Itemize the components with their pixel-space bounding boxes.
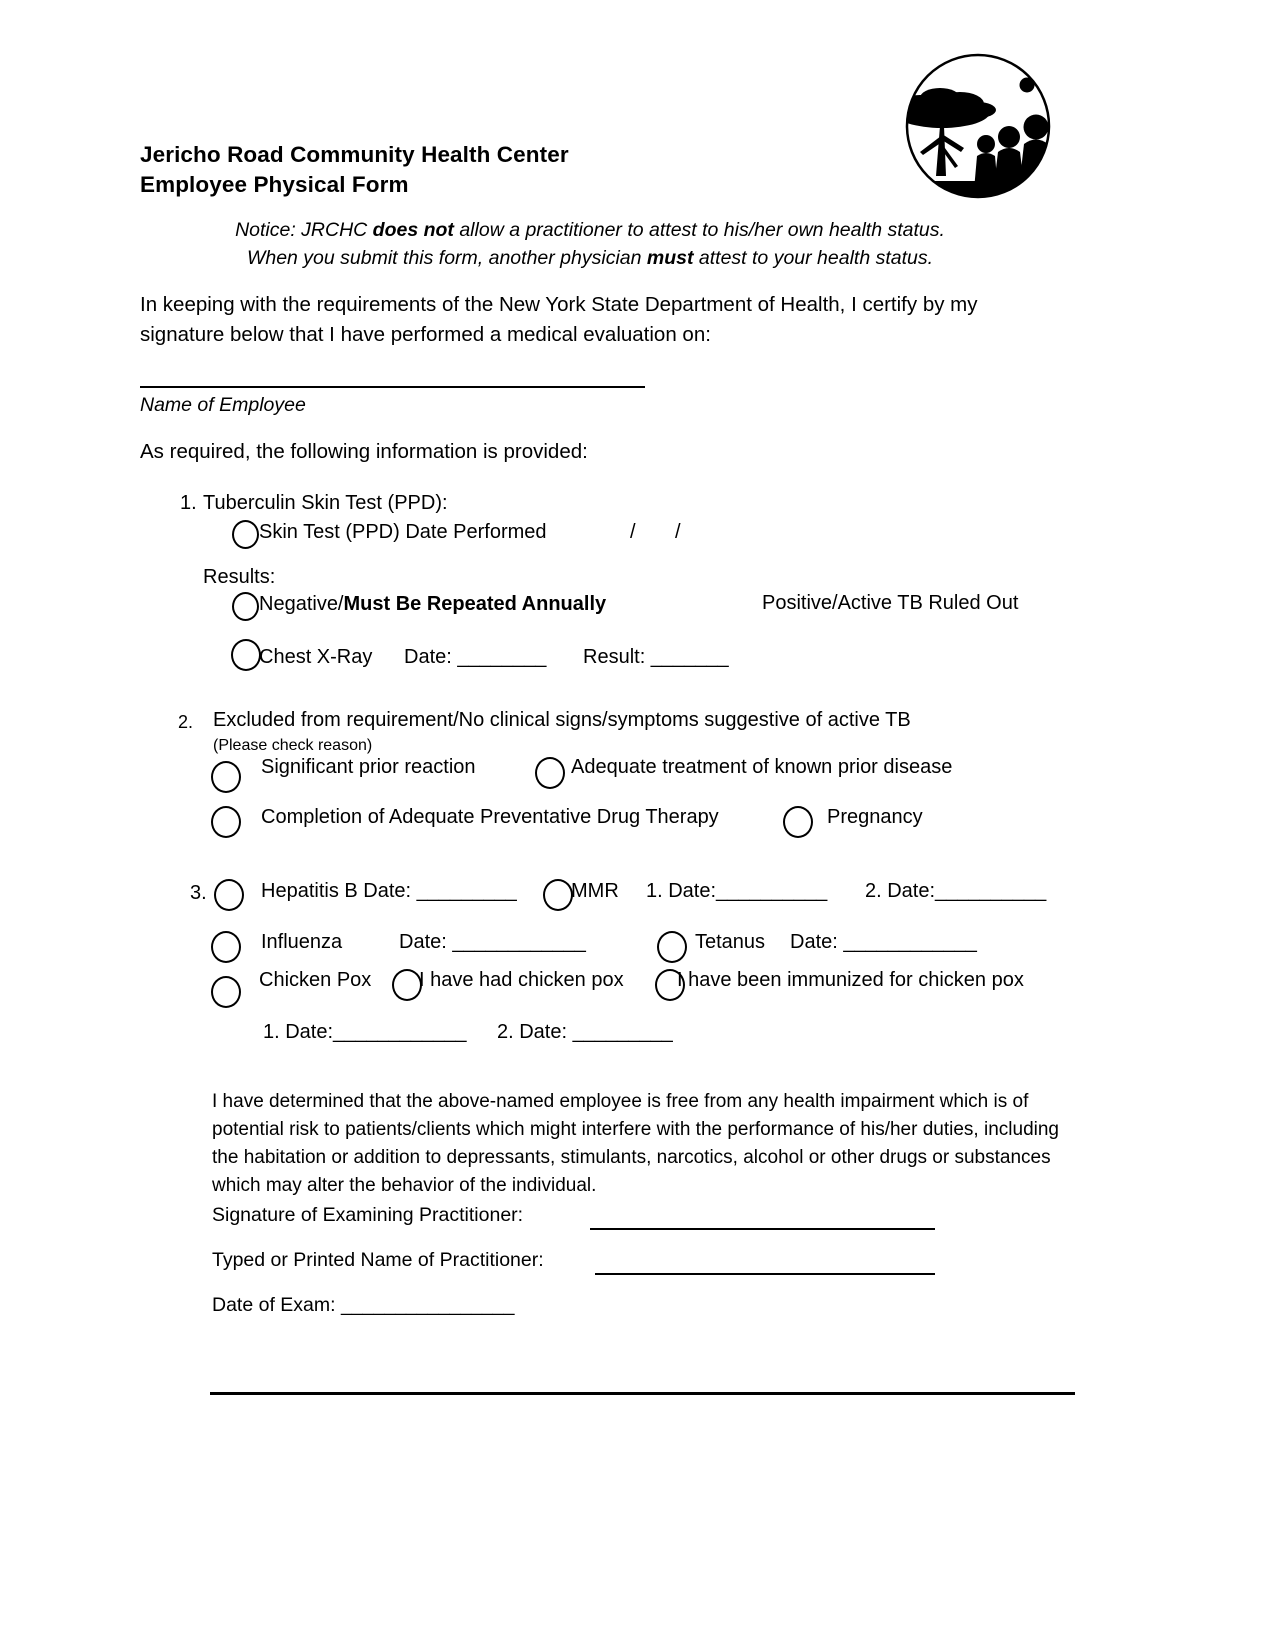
must-be-repeated-annually-text: Must Be Repeated Annually — [343, 593, 607, 615]
chest-xray-date-field[interactable]: Date: ________ — [404, 646, 547, 668]
mmr-date-1-field[interactable]: 1. Date:__________ — [646, 880, 828, 902]
section1-heading: Tuberculin Skin Test (PPD): — [203, 492, 448, 514]
result-negative-label — [259, 593, 606, 616]
hepatitis-b-date-field[interactable]: Hepatitis B Date: _________ — [261, 880, 517, 902]
result-negative-radio[interactable] — [232, 592, 259, 621]
pregnancy-radio[interactable] — [783, 806, 813, 838]
chest-xray-result-field[interactable]: Result: _______ — [583, 646, 729, 668]
influenza-radio[interactable] — [211, 931, 241, 963]
signature-input-line[interactable] — [590, 1228, 935, 1230]
tetanus-date-field[interactable]: Date: ____________ — [790, 931, 977, 953]
immunized-chicken-pox-label: I have been immunized for chicken pox — [677, 969, 1024, 991]
printed-name-label: Typed or Printed Name of Practitioner: — [212, 1249, 544, 1271]
section2-number: 2. — [178, 712, 194, 732]
tetanus-radio[interactable] — [657, 931, 687, 963]
attestation-paragraph: I have determined that the above-named employee is free from any health impairment which is of potential risk to patients/clients which might interfere with the performance of his/her duties, including the habitation or addition to depressants, stimulants, narcotics, alcohol or other drugs or substances which may alter the behavior of the individual. — [212, 1091, 1059, 1196]
mmr-date-2-field[interactable]: 2. Date:__________ — [865, 880, 1047, 902]
mmr-radio[interactable] — [543, 879, 573, 911]
jericho-road-logo — [880, 48, 1070, 203]
date-of-exam-field[interactable]: Date of Exam: ________________ — [212, 1294, 515, 1316]
ppd-date-radio[interactable] — [232, 520, 259, 549]
name-of-employee-label: Name of Employee — [140, 394, 306, 416]
result-positive-label: Positive/Active TB Ruled Out — [762, 592, 1019, 614]
notice-block — [140, 216, 1040, 273]
notice-line1-bold: does not — [372, 219, 454, 241]
footer-divider — [210, 1392, 1075, 1395]
organization-name: Jericho Road Community Health Center — [140, 142, 569, 167]
preventative-drug-therapy-radio[interactable] — [211, 806, 241, 838]
notice-line2-bold: must — [646, 247, 694, 270]
mmr-label: MMR — [571, 880, 619, 902]
page-title — [140, 140, 569, 199]
negative-text: Negative/ — [259, 593, 344, 615]
notice-line-1 — [140, 216, 1040, 244]
section2-subnote: (Please check reason) — [213, 737, 373, 754]
ppd-date-slash-2: / — [675, 521, 681, 543]
had-chicken-pox-label: I have had chicken pox — [419, 969, 624, 991]
notice-line-2 — [140, 244, 1040, 272]
chest-xray-label: Chest X-Ray — [259, 646, 373, 668]
printed-name-input-line[interactable] — [595, 1273, 935, 1275]
influenza-date-field[interactable]: Date: ____________ — [399, 931, 586, 953]
intro-paragraph: In keeping with the requirements of the New York State Department of Health, I certify by my signature below that I have performed a medical evaluation on: — [140, 293, 978, 346]
section2-heading: Excluded from requirement/No clinical signs/symptoms suggestive of active TB — [213, 709, 911, 731]
tetanus-label: Tetanus — [695, 931, 766, 953]
notice-line1-c: allow a practitioner to attest to his/her own health status. — [453, 219, 945, 241]
significant-prior-reaction-radio[interactable] — [211, 761, 241, 793]
pregnancy-label: Pregnancy — [827, 806, 923, 828]
significant-prior-reaction-label: Significant prior reaction — [261, 756, 476, 778]
ppd-date-slash-1: / — [630, 521, 636, 543]
name-of-employee-input-line[interactable] — [140, 386, 645, 388]
preventative-drug-therapy-label: Completion of Adequate Preventative Drug Therapy — [261, 806, 719, 828]
chicken-pox-radio[interactable] — [211, 976, 241, 1008]
notice-line1-a: Notice: JRCHC — [235, 219, 373, 241]
chicken-pox-date-2-field[interactable]: 2. Date: _________ — [497, 1021, 673, 1043]
as-required-text: As required, the following information is provided: — [140, 440, 588, 463]
adequate-treatment-label: Adequate treatment of known prior disease — [571, 756, 953, 778]
results-label: Results: — [203, 566, 276, 588]
notice-line2-c: attest to your health status. — [693, 247, 934, 270]
hepatitis-b-radio[interactable] — [214, 879, 244, 911]
ppd-date-label: Skin Test (PPD) Date Performed — [259, 521, 547, 543]
chest-xray-radio[interactable] — [231, 639, 261, 671]
section1-number: 1. — [180, 492, 197, 514]
influenza-label: Influenza — [261, 931, 343, 953]
chicken-pox-label: Chicken Pox — [259, 969, 372, 991]
had-chicken-pox-radio[interactable] — [392, 969, 422, 1001]
section3-number: 3. — [190, 882, 207, 904]
notice-line2-a: When you submit this form, another physician — [246, 247, 647, 270]
signature-label: Signature of Examining Practitioner: — [212, 1204, 524, 1226]
form-title: Employee Physical Form — [140, 171, 409, 197]
adequate-treatment-radio[interactable] — [535, 757, 565, 789]
chicken-pox-date-1-field[interactable]: 1. Date:____________ — [263, 1021, 467, 1043]
